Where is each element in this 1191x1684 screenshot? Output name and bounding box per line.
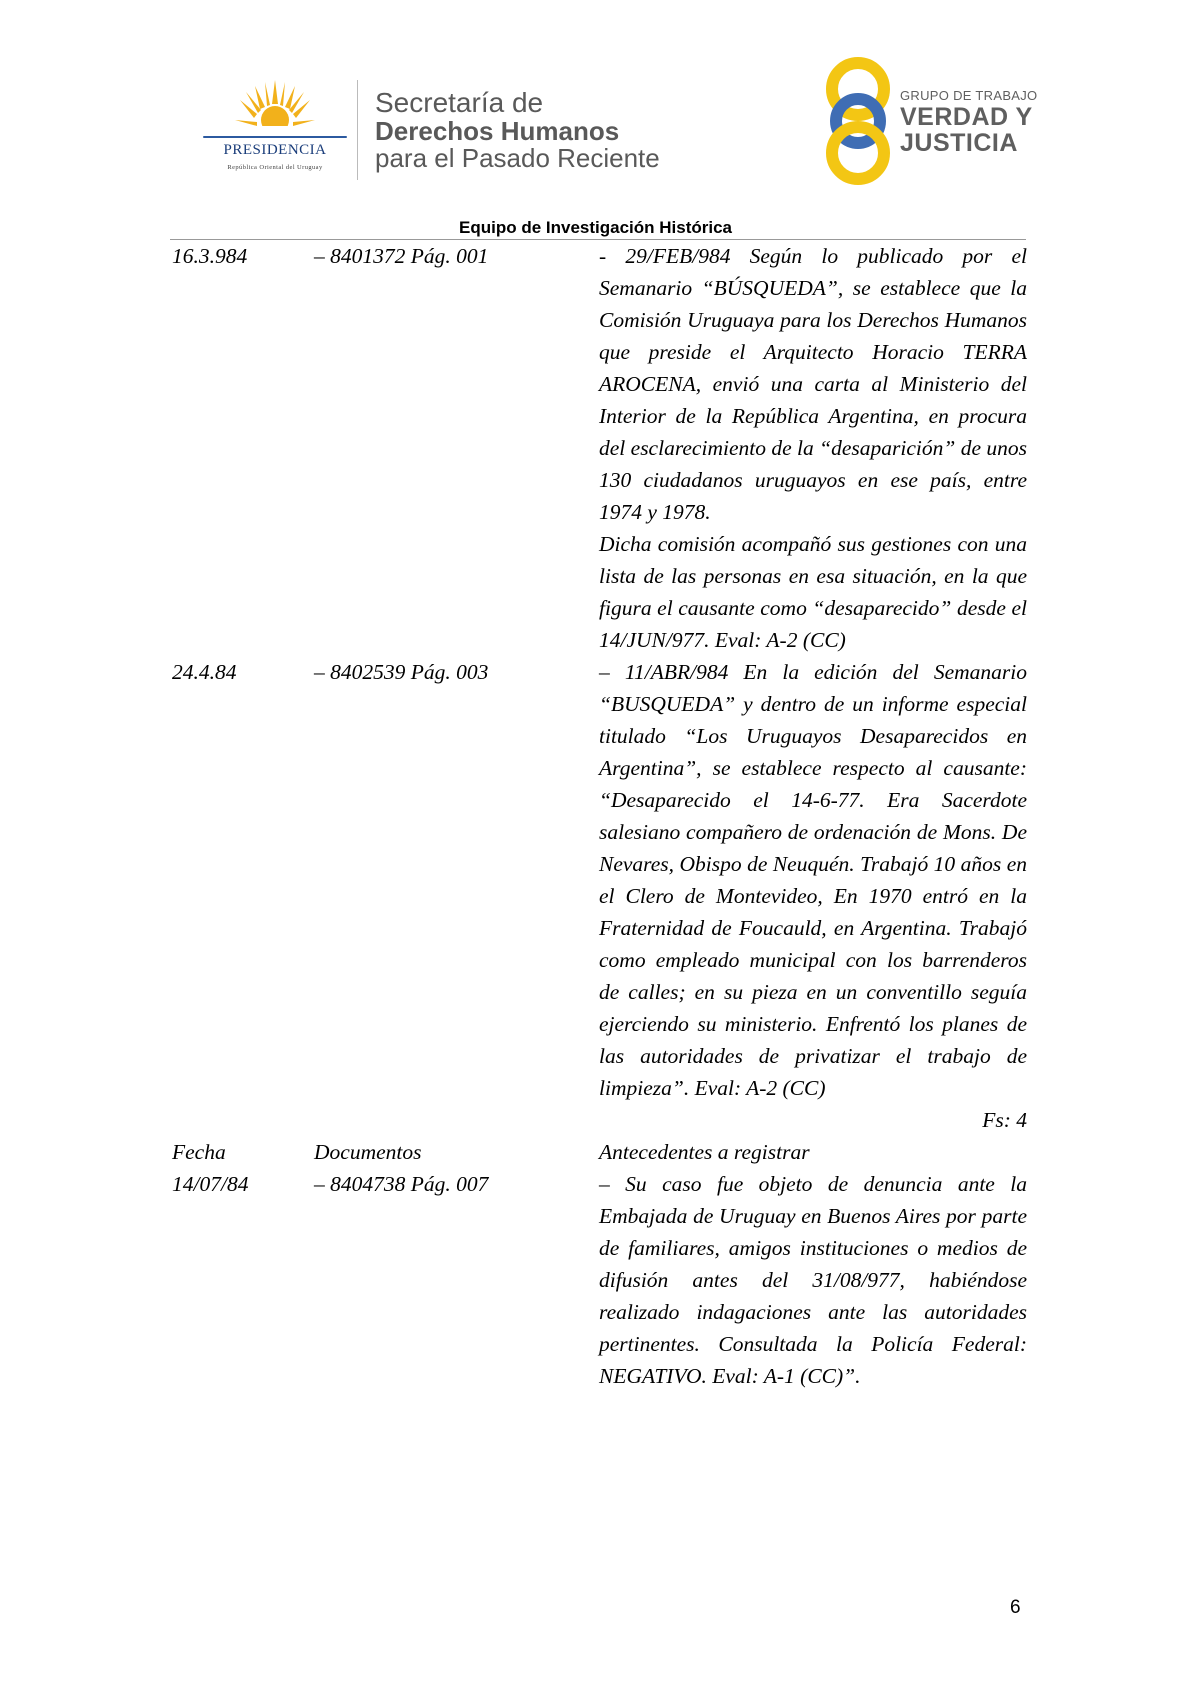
entry-paragraph: – 11/ABR/984 En la edición del Semanario “BUSQUEDA” y dentro de un informe especial titulado “Los Uruguayos Desaparecidos en Argentina”, se establece respecto al causante: “Desaparecido el 14-6-77. Era Sacerdote salesiano compañero de ordenación de Mons. De Nevares, Obispo de Neuquén. Trabajó 10 años en el Clero de Montevideo, En 1970 entró en la Fraternidad de Foucauld, en Argentina. Trabajó como empleado municipal con los barrenderos de calles; en su pieza en un conventillo seguía ejerciendo su ministerio. Enfrentó los planes de las autoridades de privatizar el trabajo de limpieza”. Eval: A-2 (CC) xyxy=(599,660,1027,1100)
entry-document: – 8402539 Pág. 003 xyxy=(314,660,489,684)
secretaria-logo-text xyxy=(375,88,660,172)
entry-row xyxy=(172,1168,1027,1392)
column-header-date: Fecha xyxy=(172,1140,226,1164)
entry-row xyxy=(172,656,1027,1104)
entry-paragraph: - 29/FEB/984 Según lo publicado por el Semanario “BÚSQUEDA”, se establece que la Comisión Uruguaya para los Derechos Humanos que preside el Arquitecto Horacio TERRA AROCENA, envió una carta al Ministerio del Interior de la República Argentina, en procura del esclarecimiento de la “desaparición” de unos 130 ciudadanos uruguayos en ese país, entre 1974 y 1978. xyxy=(599,244,1027,524)
entry-document: – 8404738 Pág. 007 xyxy=(314,1172,489,1196)
gvj-line2: VERDAD Y xyxy=(900,103,1033,131)
column-headers xyxy=(172,1136,1027,1168)
entry-date: 14/07/84 xyxy=(172,1172,249,1196)
page-number: 6 xyxy=(1010,1597,1021,1618)
entry-date: 24.4.84 xyxy=(172,660,237,684)
presidencia-rule xyxy=(203,136,347,138)
folio-number: Fs: 4 xyxy=(982,1108,1027,1132)
folio-row xyxy=(172,1104,1027,1136)
logo-divider xyxy=(357,80,358,180)
entry-paragraph: – Su caso fue objeto de denuncia ante la Embajada de Uruguay en Buenos Aires por parte de familiares, amigos instituciones o medios de difusión antes del 31/08/977, habiéndose realizado indagaciones ante las autoridades pertinentes. Consultada la Policía Federal: NEGATIVO. Eval: A-1 (CC)”. xyxy=(599,1172,1027,1388)
document-body xyxy=(172,240,1027,1392)
gvj-line3: JUSTICIA xyxy=(900,129,1018,157)
page-header xyxy=(0,0,1191,215)
entry-document: – 8401372 Pág. 001 xyxy=(314,244,489,268)
secretaria-line2: Derechos Humanos xyxy=(375,116,620,146)
entry-text xyxy=(599,1168,1027,1392)
column-header-documents: Documentos xyxy=(314,1140,422,1164)
entry-date: 16.3.984 xyxy=(172,244,248,268)
presidencia-logo xyxy=(195,80,355,180)
gvj-logo-text xyxy=(900,88,1037,156)
sun-emblem-icon xyxy=(235,80,315,138)
linked-rings-icon xyxy=(818,56,898,186)
secretaria-line1: Secretaría de xyxy=(375,87,544,118)
entry-text xyxy=(599,240,1027,656)
presidencia-name: PRESIDENCIA xyxy=(223,142,327,158)
presidencia-subtitle: República Oriental del Uruguay xyxy=(227,164,323,171)
team-title: Equipo de Investigación Histórica xyxy=(459,218,732,237)
entry-paragraph: Dicha comisión acompañó sus gestiones con una lista de las personas en esa situación, en la que figura el causante como “desaparecido” desde el 14/JUN/977. Eval: A-2 (CC) xyxy=(599,532,1027,652)
gvj-line1: GRUPO DE TRABAJO xyxy=(900,88,1038,103)
column-header-notes: Antecedentes a registrar xyxy=(599,1140,810,1164)
secretaria-line3: para el Pasado Reciente xyxy=(375,143,660,173)
entry-text xyxy=(599,656,1027,1104)
entry-row xyxy=(172,240,1027,656)
